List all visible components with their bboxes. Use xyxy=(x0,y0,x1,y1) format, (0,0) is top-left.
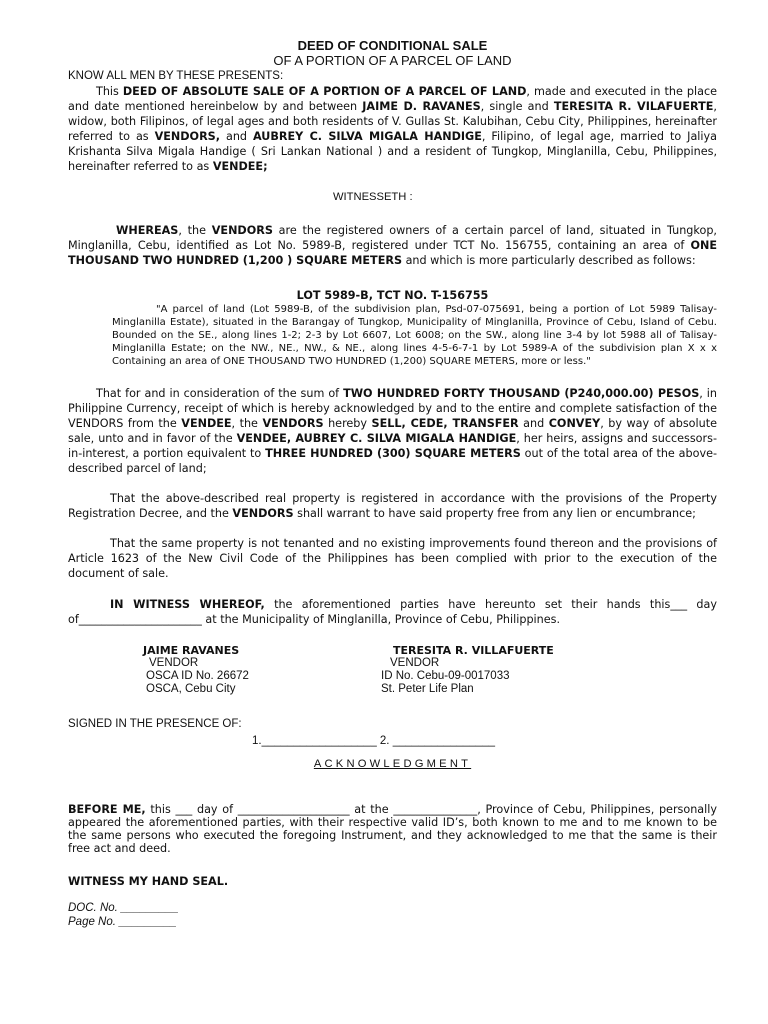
signatory-name: JAIME RAVANES xyxy=(143,644,240,657)
before-me-paragraph: BEFORE ME, this ___ day of ____________________ at the _______________, Province of Cebu, Philippines, personally appeared the aforementioned parties, with their respective valid ID’s, both known to me and to me known to be the same persons who executed the foregoing Instrument, and they acknowledged to me that the same is their free act and deed. xyxy=(68,803,717,855)
page-number: Page No. _________ xyxy=(68,916,177,928)
signatory-id: ID No. Cebu-09-0017033 xyxy=(381,670,510,682)
know-all-men: KNOW ALL MEN BY THESE PRESENTS: xyxy=(68,70,284,82)
document-page xyxy=(68,38,717,929)
signatory-1 xyxy=(143,644,393,696)
doc-number: DOC. No. _________ xyxy=(68,902,179,914)
signature-block xyxy=(68,644,717,696)
in-witness-paragraph: IN WITNESS WHEREOF, the aforementioned parties have hereunto set their hands this___ day of______________________ at the Municipality of Minglanilla, Province of Cebu, Philippines. xyxy=(68,598,717,626)
signatory-role: VENDOR xyxy=(390,657,440,669)
signatory-issuer: St. Peter Life Plan xyxy=(381,683,474,695)
lot-heading: LOT 5989-B, TCT NO. T-156755 xyxy=(296,289,489,302)
document-title: DEED OF CONDITIONAL SALE xyxy=(297,38,488,53)
signatory-2 xyxy=(381,644,554,696)
whereas-paragraph: WHEREAS, the VENDORS are the registered owners of a certain parcel of land, situated in Tungkop, Minglanilla, Cebu, identified as Lot No. 5989-B, registered under TCT No. 156755, containing an area of ONE THOUSAND TWO HUNDRED (1,200 ) SQUARE METERS and which is more particularly described as follows: xyxy=(68,224,717,267)
acknowledgment-heading: ACKNOWLEDGMENT xyxy=(313,758,472,770)
signatory-id: OSCA ID No. 26672 xyxy=(146,670,249,682)
witness-hand-seal: WITNESS MY HAND SEAL. xyxy=(68,875,229,888)
document-subtitle: OF A PORTION OF A PARCEL OF LAND xyxy=(273,53,512,68)
consideration-paragraph: That for and in consideration of the sum of TWO HUNDRED FORTY THOUSAND (P240,000.00) PESOS, in Philippine Currency, receipt of which is hereby acknowledged by and to the entire and complete satisfaction of the VENDORS from the VENDEE, the VENDORS hereby SELL, CEDE, TRANSFER and CONVEY, by way of absolute sale, unto and in favor of the VENDEE, AUBREY C. SILVA MIGALA HANDIGE, her heirs, assigns and successors-in-interest, a portion equivalent to THREE HUNDRED (300) SQUARE METERS out of the total area of the above-described parcel of land; xyxy=(68,387,718,475)
signatory-issuer: OSCA, Cebu City xyxy=(146,683,236,695)
signed-presence: SIGNED IN THE PRESENCE OF: xyxy=(68,718,242,730)
signatory-name: TERESITA R. VILLAFUERTE xyxy=(393,644,554,657)
lot-description: "A parcel of land (Lot 5989-B, of the subdivision plan, Psd-07-075691, being a portion of Lot 5989 Talisay-Minglanilla Estate), situated in the Barangay of Tungkop, Municipality of Minglanilla, Province of Cebu, Island of Cebu. Bounded on the SE., along lines 1-2; 2-3 by Lot 6607, Lot 6008; on the SW., along line 3-4 by lot 5988 all of Talisay-Minglanilla Estate; on the NW., NE., NW., & NE., along lines 4-5-6-7-1 by Lot 5989-A of the subdivision plan X x x Containing an area of ONE THOUSAND TWO HUNDRED (1,200) SQUARE METERS, more or less." xyxy=(112,304,717,367)
signatory-role: VENDOR xyxy=(149,657,199,669)
intro-paragraph: This DEED OF ABSOLUTE SALE OF A PORTION OF A PARCEL OF LAND, made and executed in the place and date mentioned hereinbelow by and between JAIME D. RAVANES, single and TERESITA R. VILAFUERTE, widow, both Filipinos, of legal ages and both residents of V. Gullas St. Kalubihan, Cebu City, Philippines, hereinafter referred to as VENDORS, and AUBREY C. SILVA MIGALA HANDIGE, Filipino, of legal age, married to Jaliya Krishanta Silva Migala Handige ( Sri Lankan National ) and a resident of Tungkop, Minglanilla, Cebu, Philippines, hereinafter referred to as VENDEE; xyxy=(68,85,717,173)
not-tenanted-paragraph: That the same property is not tenanted and no existing improvements found thereon and the provisions of Article 1623 of the New Civil Code of the Philippines has been complied with prior to the execution of the document of sale. xyxy=(68,537,717,580)
witness-lines: 1.__________________ 2. ________________ xyxy=(252,735,496,747)
registered-paragraph: That the above-described real property is registered in accordance with the provisions of the Property Registration Decree, and the VENDORS shall warrant to have said property free from any lien or encumbrance; xyxy=(68,492,717,520)
witnesseth-heading: WITNESSETH : xyxy=(333,191,413,203)
